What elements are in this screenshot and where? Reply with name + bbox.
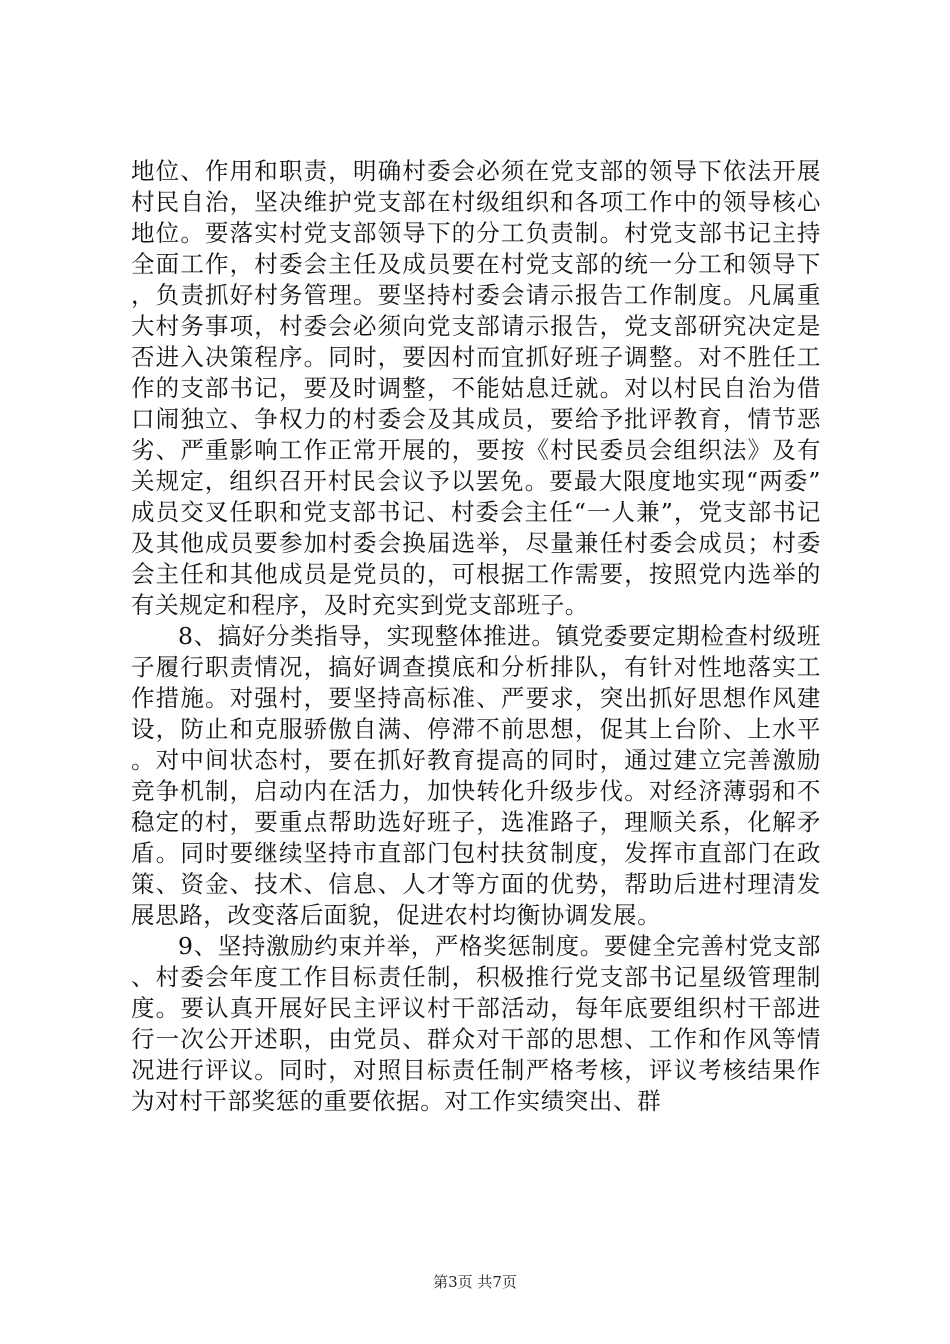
paragraph-item-9: 9、坚持激励约束并举，严格奖惩制度。要健全完善村党支部、村委会年度工作目标责任制，积极推行党支部书记星级管理制度。要认真开展好民主评议村干部活动，每年底要组织村干部进行一次公开述职，由党员、群众对干部的思想、工作和作风等情况进行评议。同时，对照目标责任制严格考核，评议考核结果作为对村干部奖惩的重要依据。对工作实绩突出、群 xyxy=(131,932,821,1115)
paragraph-continued: 地位、作用和职责，明确村委会必须在党支部的领导下依法开展村民自治，坚决维护党支部在村级组织和各项工作中的领导核心地位。要落实村党支部领导下的分工负责制。村党支部书记主持全面工作，村委会主任及成员要在村党支部的统一分工和领导下，负责抓好村务管理。要坚持村委会请示报告工作制度。凡属重大村务事项，村委会必须向党支部请示报告，党支部研究决定是否进入决策程序。同时，要因村而宜抓好班子调整。对不胜任工作的支部书记，要及时调整，不能姑息迁就。对以村民自治为借口闹独立、争权力的村委会及其成员，要给予批评教育，情节恶劣、严重影响工作正常开展的，要按《村民委员会组织法》及有关规定，组织召开村民会议予以罢免。要最大限度地实现“两委”成员交叉任职和党支部书记、村委会主任“一人兼”，党支部书记及其他成员要参加村委会换届选举，尽量兼任村委会成员；村委会主任和其他成员是党员的，可根据工作需要，按照党内选举的有关规定和程序，及时充实到党支部班子。 xyxy=(131,157,821,619)
page-footer: 第3页 共7页 xyxy=(433,1273,517,1291)
paragraph-item-8: 8、搞好分类指导，实现整体推进。镇党委要定期检查村级班子履行职责情况，搞好调查摸底和分析排队，有针对性地落实工作措施。对强村，要坚持高标准、严要求，突出抓好思想作风建设，防止和克服骄傲自满、停滞不前思想，促其上台阶、上水平。对中间状态村，要在抓好教育提高的同时，通过建立完善激励竞争机制，启动内在活力，加快转化升级步伐。对经济薄弱和不稳定的村，要重点帮助选好班子，选准路子，理顺关系，化解矛盾。同时要继续坚持市直部门包村扶贫制度，发挥市直部门在政策、资金、技术、信息、人才等方面的优势，帮助后进村理清发展思路，改变落后面貌，促进农村均衡协调发展。 xyxy=(131,622,821,929)
document-body xyxy=(131,156,821,1117)
